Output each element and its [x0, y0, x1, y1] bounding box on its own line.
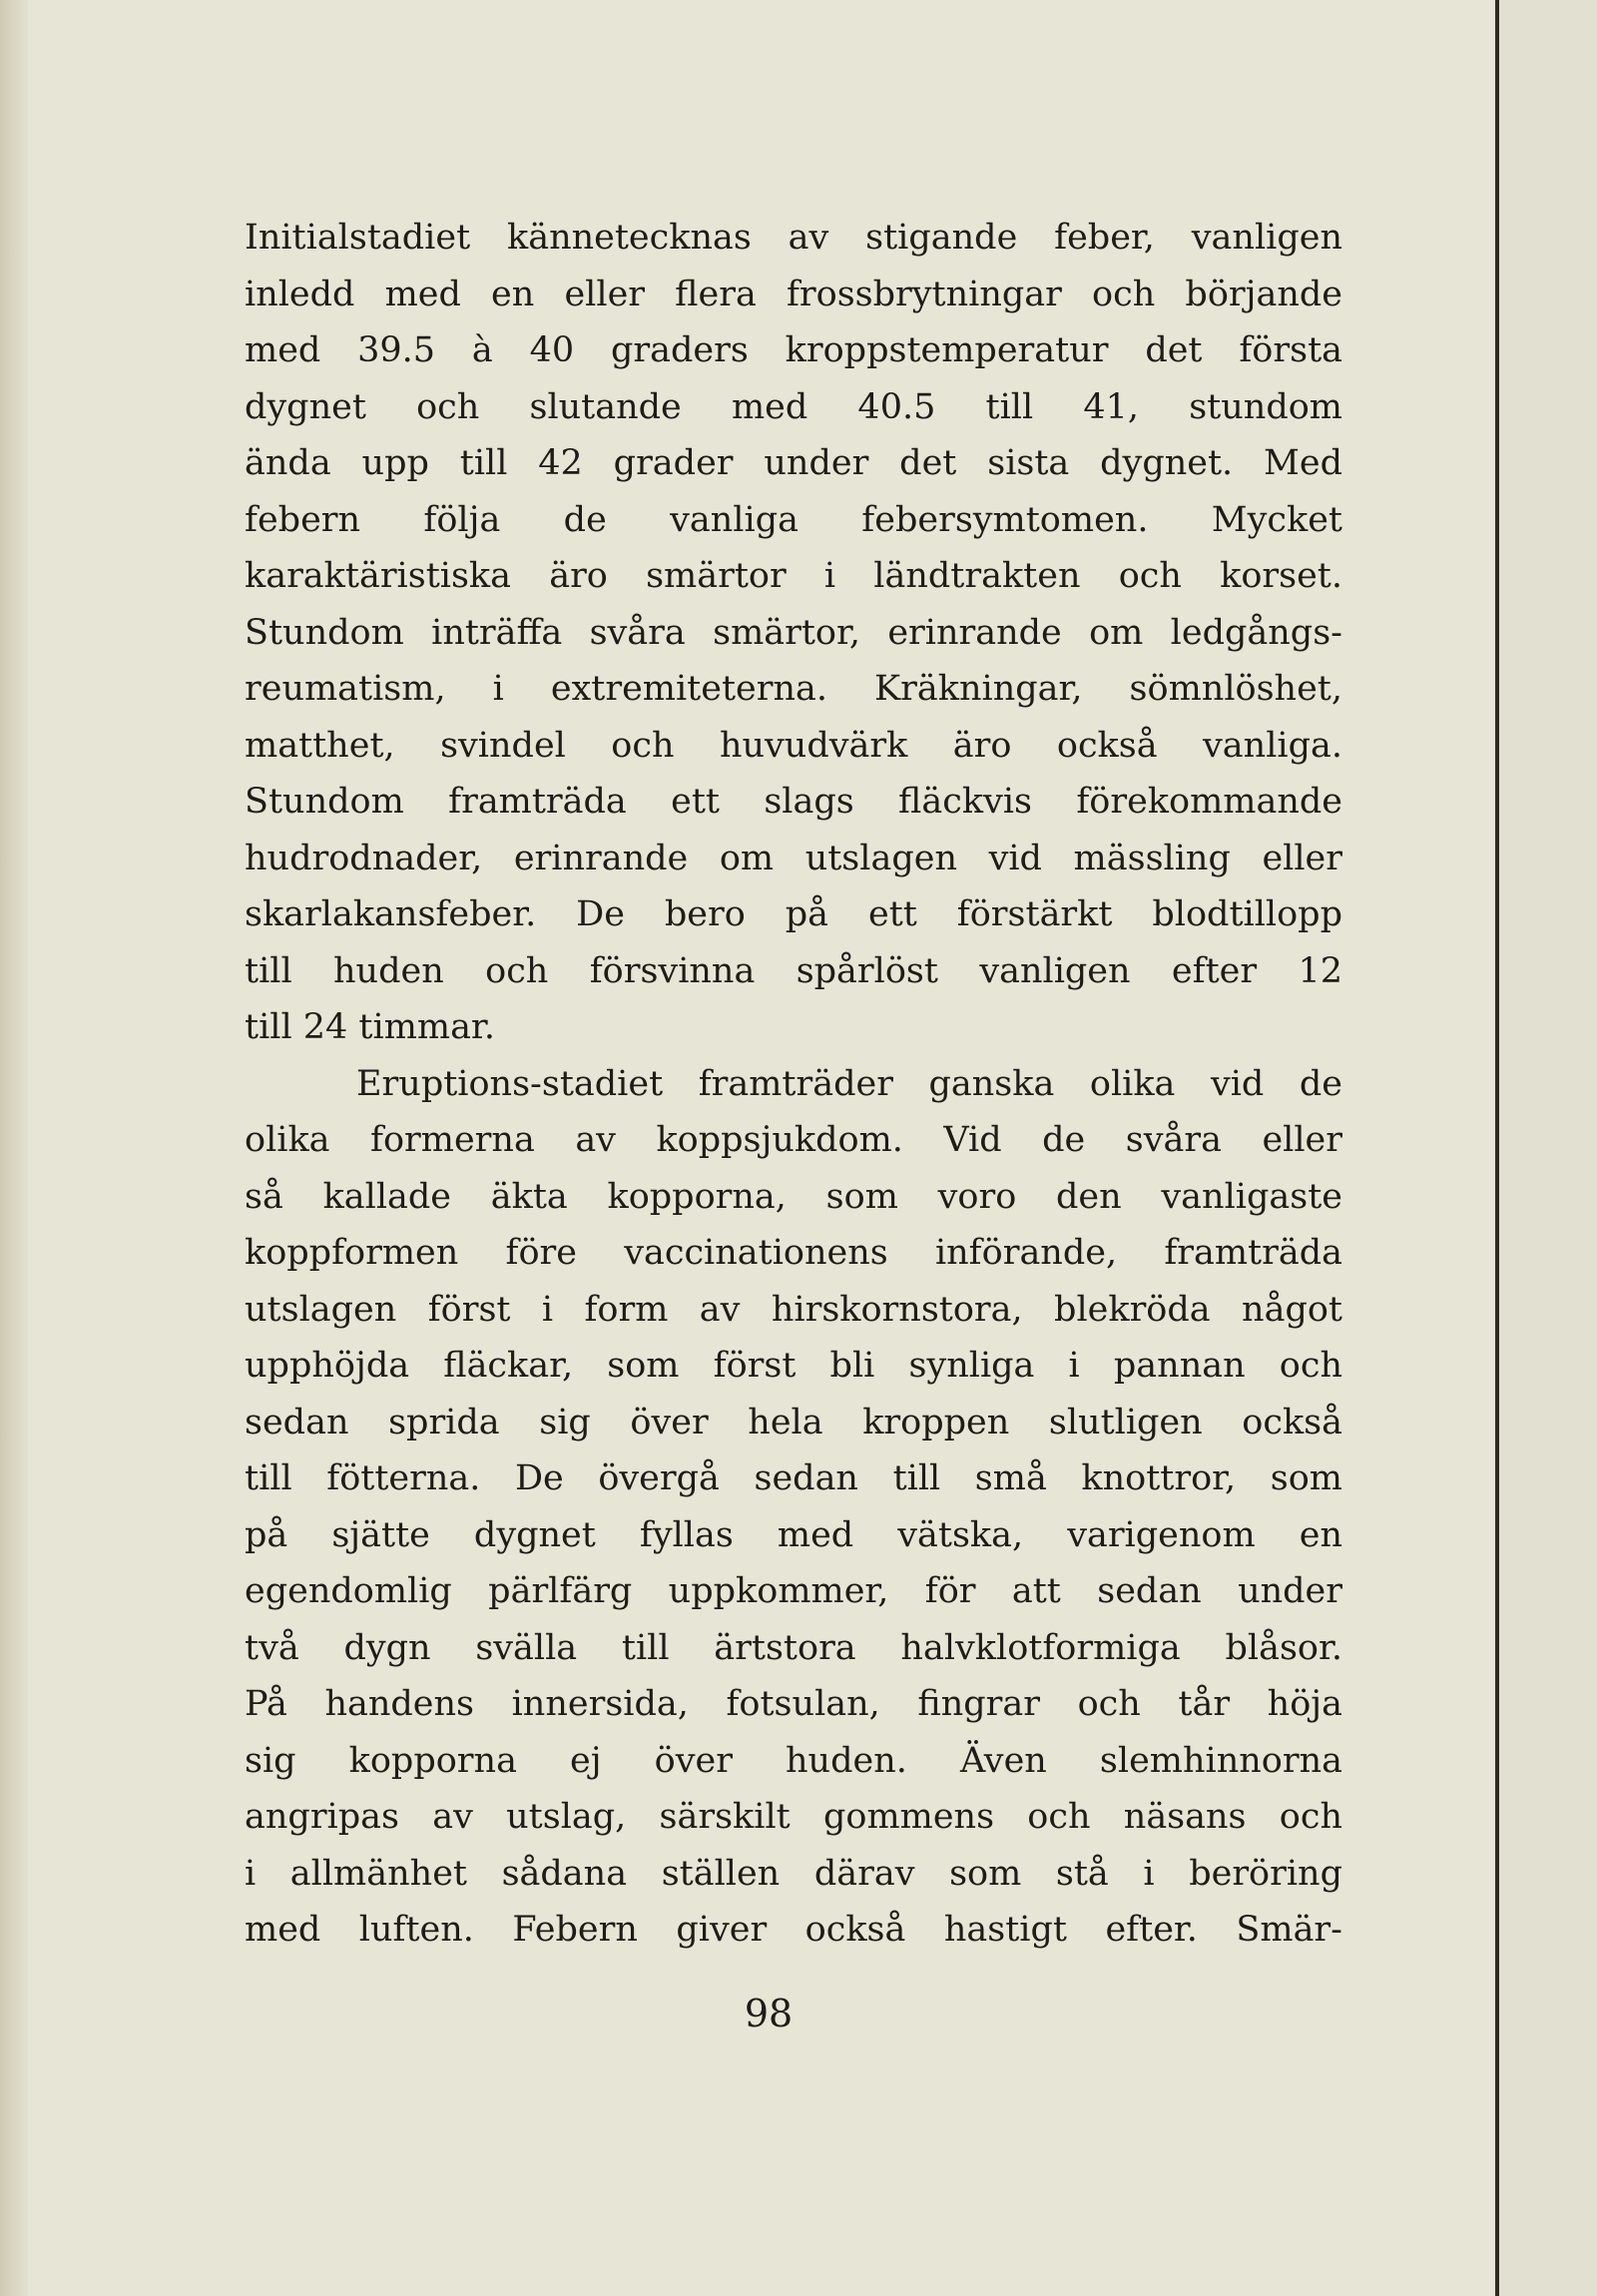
text-line: skarlakansfeber. De bero på ett förstärkt blodtillopp: [245, 894, 1342, 934]
text-line: till 24 timmar.: [245, 1007, 495, 1047]
adjacent-page-edge: [1499, 0, 1597, 2296]
text-line: koppformen före vaccinationens införande, framträda: [245, 1233, 1342, 1273]
text-line: sedan sprida sig över hela kroppen slutligen också: [245, 1402, 1342, 1442]
text-line: På handens innersida, fotsulan, fingrar och tår höja: [245, 1684, 1342, 1724]
text-line: Initialstadiet kännetecknas av stigande feber, vanligen: [245, 218, 1342, 258]
text-line: till fötterna. De övergå sedan till små knottror, som: [245, 1458, 1342, 1498]
text-line: sig kopporna ej över huden. Även slemhinnorna: [245, 1740, 1342, 1781]
text-line: karaktäristiska äro smärtor i ländtrakten och korset.: [245, 556, 1342, 596]
text-line: ända upp till 42 grader under det sista dygnet. Med: [245, 443, 1342, 483]
text-line: upphöjda fläckar, som först bli synliga i pannan och: [245, 1346, 1342, 1386]
text-line: med 39.5 à 40 graders kroppstemperatur det första: [245, 330, 1342, 370]
paragraph-initial-stage: [245, 210, 1342, 1056]
text-line: reumatism, i extremiteterna. Kräkningar, sömnlöshet,: [245, 669, 1342, 709]
page-edge-line: [1495, 0, 1499, 2296]
text-line: två dygn svälla till ärtstora halvklotformiga blåsor.: [245, 1627, 1342, 1668]
text-line: inledd med en eller flera frossbrytningar och börjande: [245, 274, 1342, 314]
page-number: 98: [744, 1992, 794, 2035]
text-line: hudrodnader, erinrande om utslagen vid mässling eller: [245, 838, 1342, 878]
text-line: på sjätte dygnet fyllas med vätska, varigenom en: [245, 1514, 1342, 1555]
text-line: Stundom framträda ett slags fläckvis förekommande: [245, 782, 1342, 822]
text-line: Eruptions-stadiet framträder ganska olika vid de: [356, 1063, 1342, 1104]
text-line: dygnet och slutande med 40.5 till 41, stundom: [245, 386, 1342, 427]
text-line: utslagen först i form av hirskornstora, blekröda något: [245, 1289, 1342, 1330]
text-line: angripas av utslag, särskilt gommens och näsans och: [245, 1797, 1342, 1837]
text-line: Stundom inträffa svåra smärtor, erinrande om ledgångs-: [245, 612, 1342, 653]
text-line: febern följa de vanliga febersymtomen. Mycket: [245, 499, 1342, 540]
page-gutter-shadow: [0, 0, 28, 2296]
text-line: egendomlig pärlfärg uppkommer, för att sedan under: [245, 1571, 1342, 1611]
text-line: med luften. Febern giver också hastigt efter. Smär-: [245, 1910, 1342, 1950]
text-line: olika formerna av koppsjukdom. Vid de svåra eller: [245, 1120, 1342, 1160]
text-line: så kallade äkta kopporna, som voro den vanligaste: [245, 1176, 1342, 1217]
paragraph-eruption-stage: [245, 1056, 1342, 1959]
body-text: [245, 210, 1342, 1959]
text-line: matthet, svindel och huvudvärk äro också vanliga.: [245, 725, 1342, 766]
text-line: i allmänhet sådana ställen därav som stå i beröring: [245, 1853, 1342, 1894]
text-line: till huden och försvinna spårlöst vanligen efter 12: [245, 950, 1342, 991]
